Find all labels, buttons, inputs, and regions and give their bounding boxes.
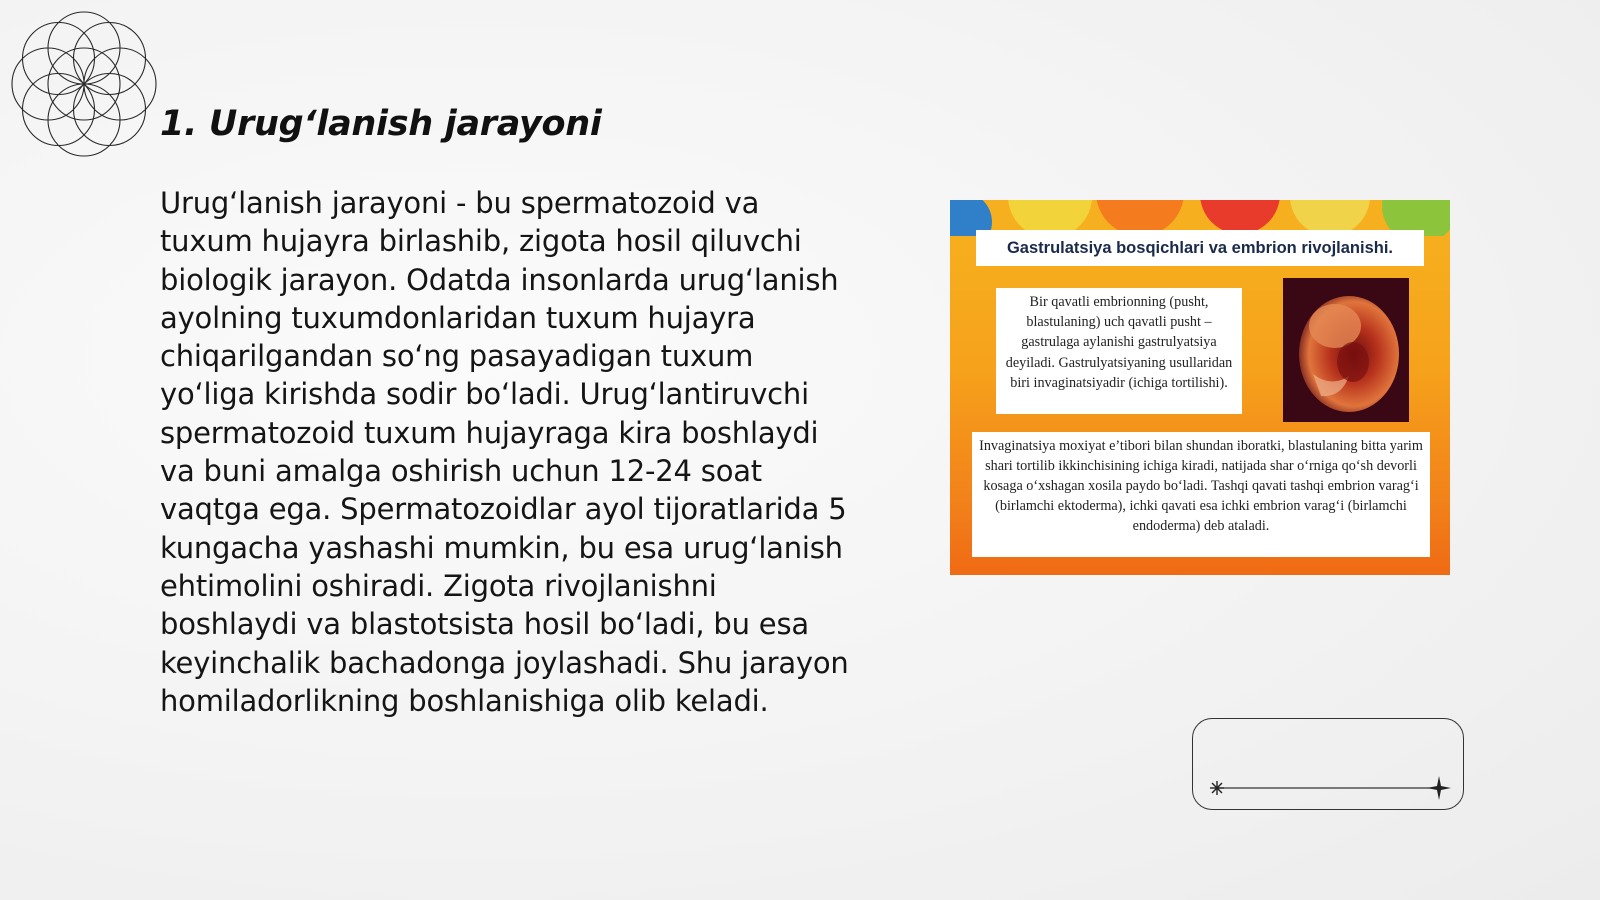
slide-title: 1. Urug‘lanish jarayoni (160, 104, 602, 144)
slide-body-text: Urug‘lanish jarayoni - bu spermatozoid va tuxum hujayra birlashib, zigota hosil qiluvchi biologik jarayon. Odatda insonlarda urug‘lanish ayolning tuxumdonlaridan tuxum hujayra chiqarilgandan so‘ng pasayadigan tuxum yo‘liga kirishda sodir bo‘ladi. Urug‘lantiruvchi spermatozoid tuxum hujayraga kira boshlaydi va buni amalga oshirish uchun 12-24 soat vaqtga ega. Spermatozoidlar ayol tijoratlarida 5 kungacha yashashi mumkin, bu esa urug‘lanish ehtimolini oshiradi. Zigota rivojlanishni boshlaydi va blastotsista hosil bo‘ladi, bu esa keyinchalik bachadonga joylashadi. Shu jarayon homiladorlikning boshlanishiga olib keladi. (160, 186, 849, 718)
figure-heading: Gastrulatsiya bosqichlari va embrion rivojlanishi. (976, 230, 1424, 266)
gastrulation-figure (950, 200, 1450, 575)
decorative-rounded-frame (1192, 718, 1464, 810)
interlaced-circles-ornament-icon (10, 10, 158, 158)
figure-definition-box: Bir qavatli embrionning (pusht, blastulaning) uch qavatli pusht – gastrulaga aylanishi gastrulyatsiya deyiladi. Gastrulyatsiyaning usullaridan biri invaginatsiyadir (ichiga tortilishi). (996, 288, 1242, 414)
figure-invagination-box: Invaginatsiya moxiyat e’tibori bilan shundan iboratki, blastulaning bitta yarim shari tortilib ikkinchisining ichiga kiradi, natijada shar o‘rniga qo‘sh devorli kosaga o‘xshagan xosila paydo bo‘ladi. Tashqi qavati tashqi embrion varag‘i (birlamchi ektoderma), ichki qavati esa ichki embrion varag‘i (birlamchi endoderma) deb ataladi. (972, 432, 1430, 557)
embryo-image (1283, 278, 1409, 422)
sparkle-star-icon (1427, 776, 1451, 800)
starburst-icon (1210, 781, 1224, 795)
